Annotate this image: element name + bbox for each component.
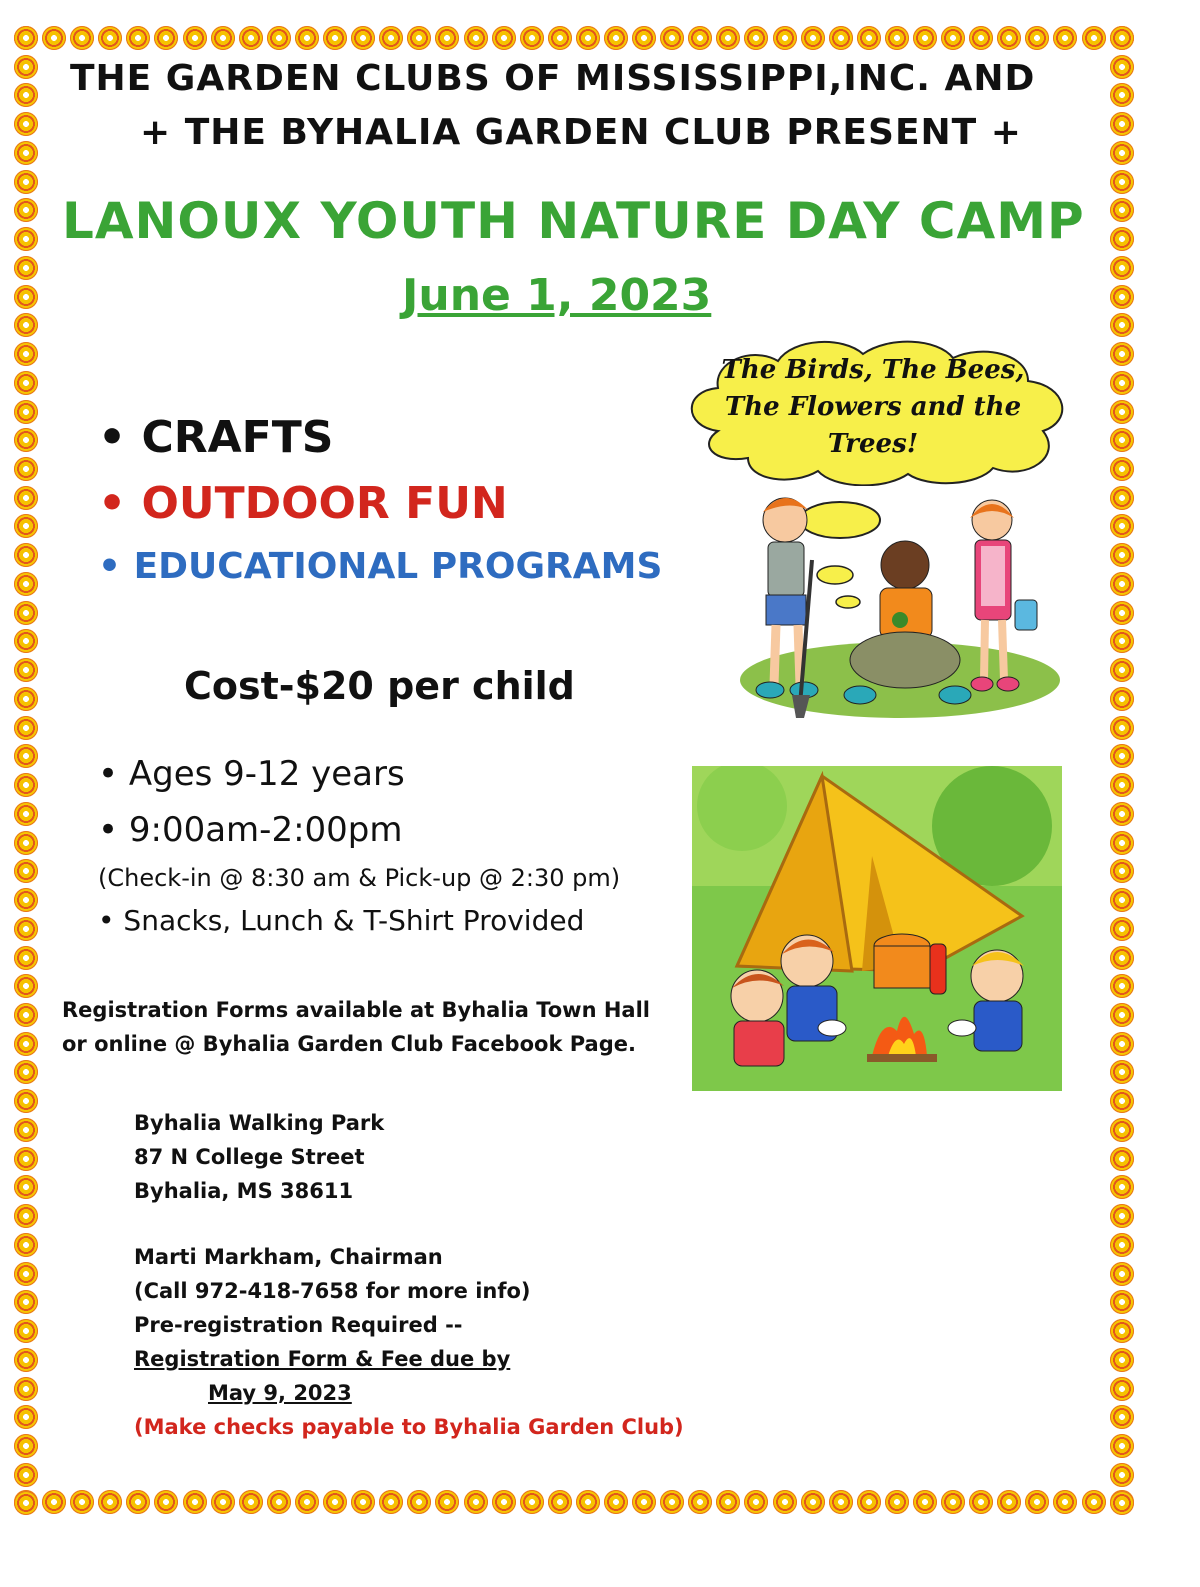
sunflower-icon [267,1490,291,1514]
sunflower-icon [829,1490,853,1514]
sunflower-icon [1110,1319,1134,1343]
sunflower-icon [1110,572,1134,596]
sunflower-icon [1110,1060,1134,1084]
sunflower-icon [857,26,881,50]
sunflower-icon [660,1490,684,1514]
sunflower-icon [14,859,38,883]
sunflower-icon [1110,802,1134,826]
sunflower-icon [492,26,516,50]
sunflower-icon [323,26,347,50]
sunflower-icon [14,687,38,711]
sunflower-icon [1110,83,1134,107]
sunflower-icon [14,1262,38,1286]
contact-phone: (Call 972-418-7658 for more info) [134,1279,531,1303]
due-date: May 9, 2023 [208,1381,352,1405]
sunflower-icon [14,400,38,424]
sunflower-icon [14,831,38,855]
sunflower-icon [98,1490,122,1514]
sunflower-icon [1025,26,1049,50]
sunflower-icon [1110,1089,1134,1113]
sunflower-icon [14,313,38,337]
sunflower-border-right [1110,26,1134,1516]
sunflower-icon [1110,687,1134,711]
sunflower-icon [14,285,38,309]
sunflower-icon [1110,112,1134,136]
sunflower-icon [14,198,38,222]
sunflower-icon [14,946,38,970]
sunflower-icon [351,26,375,50]
sunflower-icon [1110,716,1134,740]
checks-payable: (Make checks payable to Byhalia Garden Club) [134,1415,684,1439]
sunflower-icon [154,26,178,50]
sunflower-icon [14,1147,38,1171]
activity-crafts [98,412,333,463]
sunflower-icon [14,1463,38,1487]
sunflower-icon [14,716,38,740]
bullet-icon: • [98,754,119,794]
sunflower-icon [1110,888,1134,912]
sunflower-icon [323,1490,347,1514]
sunflower-icon [1110,1262,1134,1286]
sunflower-icon [744,26,768,50]
sunflower-icon [14,256,38,280]
sunflower-icon [1110,946,1134,970]
sunflower-icon [14,773,38,797]
sunflower-icon [885,1490,909,1514]
sunflower-icon [801,1490,825,1514]
sunflower-icon [1110,285,1134,309]
sunflower-icon [1110,1377,1134,1401]
sunflower-icon [1110,1463,1134,1487]
cost: Cost-$20 per child [184,664,575,708]
header-line-1: THE GARDEN CLUBS OF MISSISSIPPI,INC. AND [70,58,1036,99]
campfire-illustration [692,766,1062,1091]
sunflower-icon [1110,400,1134,424]
sunflower-icon [14,112,38,136]
sunflower-icon [548,26,572,50]
sunflower-icon [14,55,38,79]
sunflower-icon [267,26,291,50]
sunflower-icon [1110,55,1134,79]
sunflower-icon [1110,1434,1134,1458]
sunflower-icon [1110,1175,1134,1199]
sunflower-icon [1082,1490,1106,1514]
sunflower-icon [829,26,853,50]
sunflower-icon [14,888,38,912]
sunflower-icon [14,371,38,395]
contact-chair: Marti Markham, Chairman [134,1245,443,1269]
sunflower-icon [997,26,1021,50]
sunflower-icon [14,1060,38,1084]
sunflower-icon [42,26,66,50]
sunflower-icon [1110,141,1134,165]
location-name: Byhalia Walking Park [134,1111,385,1135]
sunflower-icon [464,26,488,50]
sunflower-icon [1110,514,1134,538]
location-city: Byhalia, MS 38611 [134,1179,354,1203]
sunflower-icon [1110,170,1134,194]
sunflower-icon [14,1204,38,1228]
sunflower-icon [14,83,38,107]
sunflower-icon [351,1490,375,1514]
sunflower-icon [211,26,235,50]
sunflower-icon [1110,256,1134,280]
sunflower-icon [1053,1490,1077,1514]
provided [98,904,584,937]
sunflower-icon [14,1003,38,1027]
sunflower-icon [14,658,38,682]
sunflower-icon [14,1319,38,1343]
registration-line-2: or online @ Byhalia Garden Club Facebook Page. [62,1032,636,1056]
sunflower-icon [211,1490,235,1514]
sunflower-icon [14,917,38,941]
sunflower-border-bottom [14,1490,1134,1514]
sunflower-icon [1110,658,1134,682]
sunflower-icon [14,744,38,768]
sunflower-icon [1110,1003,1134,1027]
sunflower-icon [576,26,600,50]
sunflower-icon [1110,342,1134,366]
activity-educational-programs [98,546,662,587]
sunflower-icon [14,26,38,50]
registration-line-1: Registration Forms available at Byhalia Town Hall [62,998,650,1022]
sunflower-icon [716,26,740,50]
sunflower-icon [1110,974,1134,998]
sunflower-icon [70,26,94,50]
sunflower-icon [576,1490,600,1514]
sunflower-icon [14,170,38,194]
sunflower-icon [604,1490,628,1514]
bullet-icon: • [98,904,115,937]
sunflower-icon [1110,831,1134,855]
header-line-2: + THE BYHALIA GARDEN CLUB PRESENT + [140,112,1022,153]
sunflower-icon [14,342,38,366]
sunflower-icon [913,26,937,50]
sunflower-icon [1110,1147,1134,1171]
preregistration: Pre-registration Required -- [134,1313,463,1337]
sunflower-icon [1110,371,1134,395]
sunflower-icon [632,1490,656,1514]
sunflower-icon [1110,917,1134,941]
sunflower-icon [14,227,38,251]
bullet-icon: • [98,412,127,463]
sunflower-icon [1110,1405,1134,1429]
activity-outdoor-fun [98,478,508,529]
sunflower-icon [435,1490,459,1514]
sunflower-icon [1110,26,1134,50]
sunflower-icon [801,26,825,50]
cloud-text: The Birds, The Bees, The Flowers and the Trees! [721,355,1025,459]
sunflower-icon [239,26,263,50]
sunflower-icon [14,629,38,653]
sunflower-border-top [14,26,1134,50]
sunflower-icon [14,1348,38,1372]
sunflower-icon [885,26,909,50]
sunflower-icon [14,1434,38,1458]
sunflower-icon [548,1490,572,1514]
activity-label: OUTDOOR FUN [141,478,508,529]
sunflower-icon [1110,629,1134,653]
sunflower-icon [70,1490,94,1514]
sunflower-icon [1110,1290,1134,1314]
sunflower-icon [773,1490,797,1514]
sunflower-icon [14,601,38,625]
sunflower-icon [1110,486,1134,510]
sunflower-icon [1110,543,1134,567]
sunflower-icon [14,974,38,998]
sunflower-icon [14,141,38,165]
sunflower-icon [14,1491,38,1515]
due-by: Registration Form & Fee due by [134,1347,511,1371]
sunflower-icon [520,26,544,50]
provided-text: Snacks, Lunch & T-Shirt Provided [123,904,585,937]
sunflower-icon [660,26,684,50]
sunflower-icon [14,1233,38,1257]
sunflower-icon [1025,1490,1049,1514]
sunflower-icon [14,514,38,538]
bullet-icon: • [98,810,119,850]
ages-text: Ages 9-12 years [128,754,405,794]
sunflower-icon [14,1405,38,1429]
sunflower-icon [183,26,207,50]
sunflower-icon [183,1490,207,1514]
sunflower-icon [1110,773,1134,797]
kids-illustration [730,480,1070,720]
ages [98,754,405,794]
sunflower-icon [14,428,38,452]
sunflower-icon [407,1490,431,1514]
sunflower-icon [1082,26,1106,50]
event-date: June 1, 2023 [402,270,712,321]
sunflower-icon [14,1290,38,1314]
sunflower-icon [1110,859,1134,883]
event-title: LANOUX YOUTH NATURE DAY CAMP [62,192,1085,250]
sunflower-icon [42,1490,66,1514]
sunflower-icon [969,1490,993,1514]
sunflower-icon [1110,744,1134,768]
sunflower-icon [464,1490,488,1514]
sunflower-icon [1110,1491,1134,1515]
sunflower-icon [1110,601,1134,625]
sunflower-icon [969,26,993,50]
activity-label: CRAFTS [141,412,334,463]
sunflower-icon [98,26,122,50]
sunflower-icon [14,457,38,481]
sunflower-icon [14,486,38,510]
sunflower-icon [997,1490,1021,1514]
time-text: 9:00am-2:00pm [128,810,403,850]
sunflower-icon [941,1490,965,1514]
bullet-icon: • [98,546,122,587]
sunflower-icon [14,543,38,567]
sunflower-icon [1053,26,1077,50]
sunflower-icon [14,1032,38,1056]
sunflower-icon [154,1490,178,1514]
sunflower-icon [1110,1233,1134,1257]
sunflower-icon [604,26,628,50]
sunflower-icon [688,1490,712,1514]
sunflower-border-left [14,26,38,1516]
sunflower-icon [1110,428,1134,452]
sunflower-icon [913,1490,937,1514]
sunflower-icon [14,802,38,826]
sunflower-icon [941,26,965,50]
sunflower-icon [14,572,38,596]
sunflower-icon [407,26,431,50]
sunflower-icon [492,1490,516,1514]
activity-label: EDUCATIONAL PROGRAMS [133,546,663,587]
sunflower-icon [1110,1032,1134,1056]
sunflower-icon [14,1118,38,1142]
sunflower-icon [239,1490,263,1514]
bullet-icon: • [98,478,127,529]
sunflower-icon [632,26,656,50]
sunflower-icon [1110,313,1134,337]
checkin-info: (Check-in @ 8:30 am & Pick-up @ 2:30 pm) [98,864,621,892]
sunflower-icon [716,1490,740,1514]
sunflower-icon [295,26,319,50]
sunflower-icon [857,1490,881,1514]
sunflower-icon [773,26,797,50]
sunflower-icon [379,26,403,50]
sunflower-icon [1110,227,1134,251]
time [98,810,403,850]
sunflower-icon [295,1490,319,1514]
sunflower-icon [379,1490,403,1514]
location-street: 87 N College Street [134,1145,365,1169]
sunflower-icon [520,1490,544,1514]
sunflower-icon [126,26,150,50]
sunflower-icon [1110,1118,1134,1142]
sunflower-icon [14,1089,38,1113]
sunflower-icon [744,1490,768,1514]
sunflower-icon [1110,1348,1134,1372]
sunflower-icon [126,1490,150,1514]
sunflower-icon [1110,198,1134,222]
sunflower-icon [1110,1204,1134,1228]
sunflower-icon [14,1175,38,1199]
sunflower-icon [14,1377,38,1401]
sunflower-icon [688,26,712,50]
sunflower-icon [1110,457,1134,481]
sunflower-icon [435,26,459,50]
